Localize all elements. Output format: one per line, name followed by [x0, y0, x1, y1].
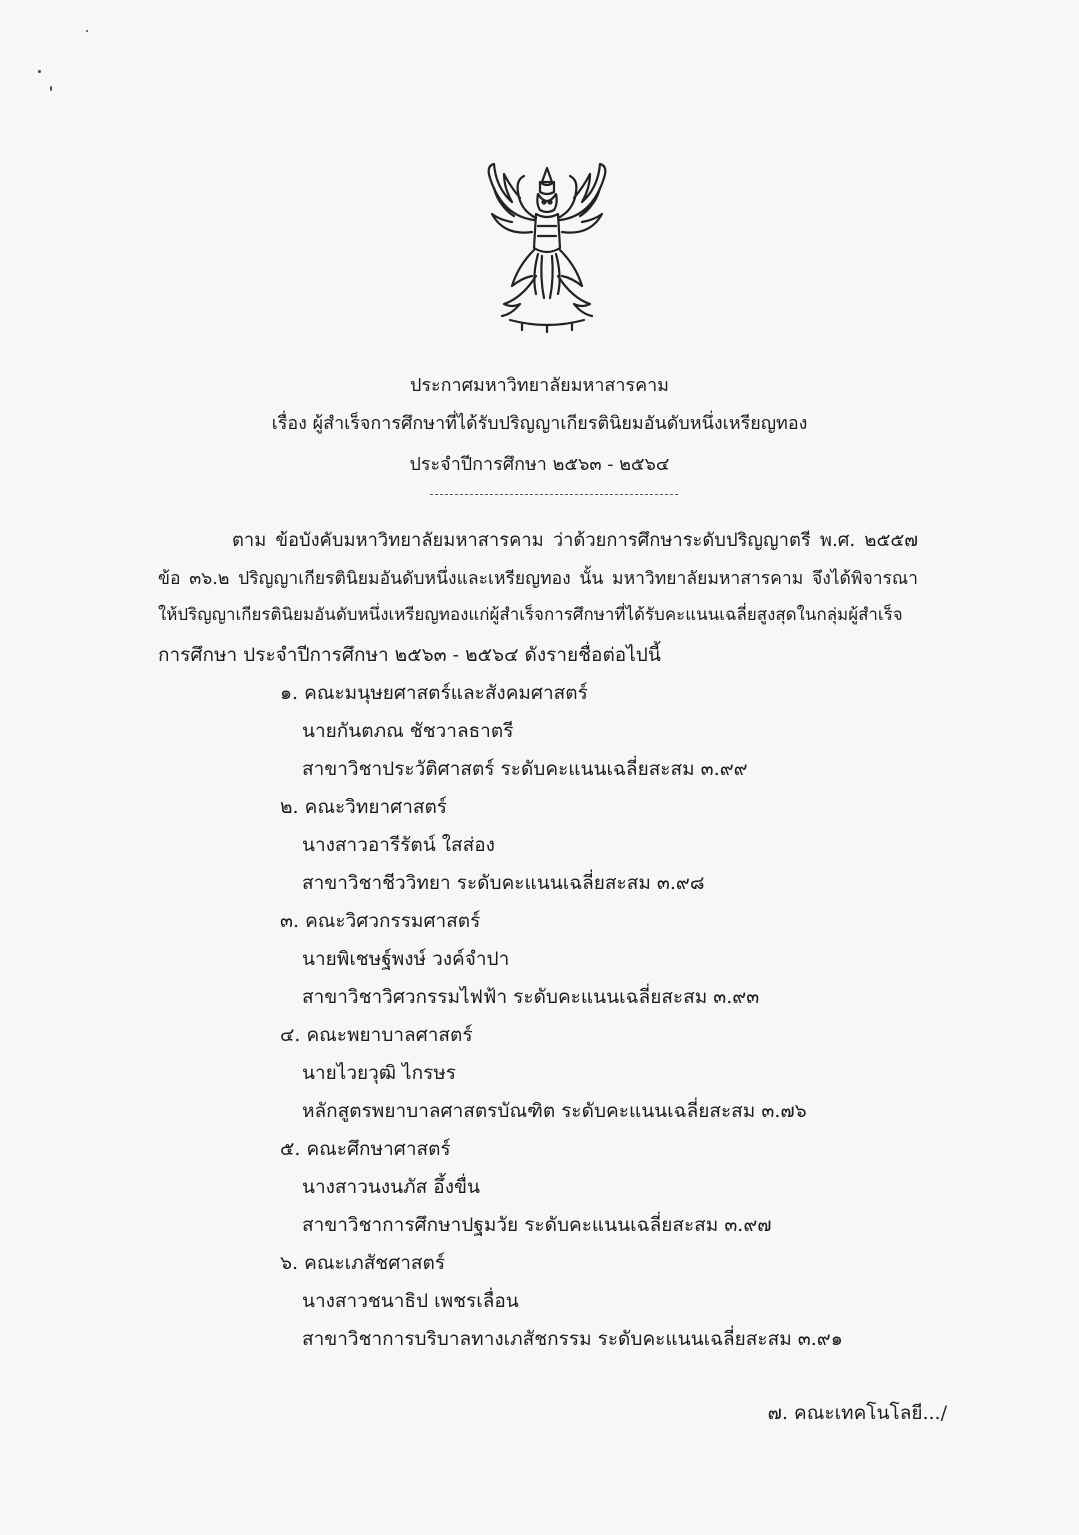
paragraph-line: ข้อ ๓๖.๒ ปริญญาเกียรตินิยมอันดับหนึ่งและเหรียญทอง นั้น มหาวิทยาลัยมหาสารคาม จึงได้พิจารณา	[158, 569, 918, 589]
paragraph-line: ให้ปริญญาเกียรตินิยมอันดับหนึ่งเหรียญทองแก่ผู้สำเร็จการศึกษาที่ได้รับคะแนนเฉลี่ยสูงสุดในกลุ่มผู้สำเร็จ	[158, 604, 903, 624]
awardee-faculty: ๔. คณะพยาบาลศาสตร์	[280, 1024, 473, 1046]
awardee-name: นายพิเชษฐ์พงษ์ วงค์จำปา	[302, 948, 510, 970]
awardee-program: สาขาวิชาประวัติศาสตร์ ระดับคะแนนเฉลี่ยสะสม ๓.๙๙	[302, 758, 748, 780]
awardee-name: นายไวยวุฒิ ไกรษร	[302, 1062, 457, 1084]
awardee-program: สาขาวิชาวิศวกรรมไฟฟ้า ระดับคะแนนเฉลี่ยสะสม ๓.๙๓	[302, 986, 760, 1008]
awardee-name: นายกันตภณ ชัชวาลธาตรี	[302, 720, 514, 742]
awardee-faculty: ๓. คณะวิศวกรรมศาสตร์	[280, 910, 481, 932]
awardee-faculty: ๖. คณะเภสัชศาสตร์	[280, 1252, 446, 1274]
announcement-academic-year: ประจำปีการศึกษา ๒๕๖๓ - ๒๕๖๔	[409, 454, 670, 475]
awardee-name: นางสาวอารีรัตน์ ใสส่อง	[302, 834, 495, 856]
continuation-note: ๗. คณะเทคโนโลยี.../	[767, 1402, 947, 1424]
awardee-name: นางสาวนงนภัส อึ้งขื่น	[302, 1176, 480, 1198]
announcement-title: ประกาศมหาวิทยาลัยมหาสารคาม	[410, 375, 669, 396]
awardee-program: สาขาวิชาการศึกษาปฐมวัย ระดับคะแนนเฉลี่ยสะสม ๓.๙๗	[302, 1214, 772, 1236]
scan-speck	[86, 30, 88, 32]
awardee-faculty: ๕. คณะศึกษาศาสตร์	[280, 1138, 451, 1160]
awardee-program: หลักสูตรพยาบาลศาสตรบัณฑิต ระดับคะแนนเฉลี่ยสะสม ๓.๗๖	[302, 1100, 807, 1122]
awardee-name: นางสาวชนาธิป เพชรเลื่อน	[302, 1290, 519, 1312]
awardee-faculty: ๒. คณะวิทยาศาสตร์	[280, 796, 448, 818]
garuda-emblem-icon	[482, 158, 612, 333]
awardee-faculty: ๑. คณะมนุษยศาสตร์และสังคมศาสตร์	[280, 682, 588, 704]
announcement-subject: เรื่อง ผู้สำเร็จการศึกษาที่ได้รับปริญญาเกียรตินิยมอันดับหนึ่งเหรียญทอง	[271, 413, 808, 434]
scan-speck	[50, 86, 52, 91]
awardee-program: สาขาวิชาชีววิทยา ระดับคะแนนเฉลี่ยสะสม ๓.๙๘	[302, 872, 705, 894]
scan-speck	[38, 70, 41, 73]
paragraph-line: ตาม ข้อบังคับมหาวิทยาลัยมหาสารคาม ว่าด้วยการศึกษาระดับปริญญาตรี พ.ศ. ๒๕๕๗	[232, 530, 918, 551]
paragraph-line: การศึกษา ประจำปีการศึกษา ๒๕๖๓ - ๒๕๖๔ ดังรายชื่อต่อไปนี้	[158, 644, 661, 666]
dashed-divider	[430, 494, 678, 495]
awardee-program: สาขาวิชาการบริบาลทางเภสัชกรรม ระดับคะแนนเฉลี่ยสะสม ๓.๙๑	[302, 1328, 843, 1350]
